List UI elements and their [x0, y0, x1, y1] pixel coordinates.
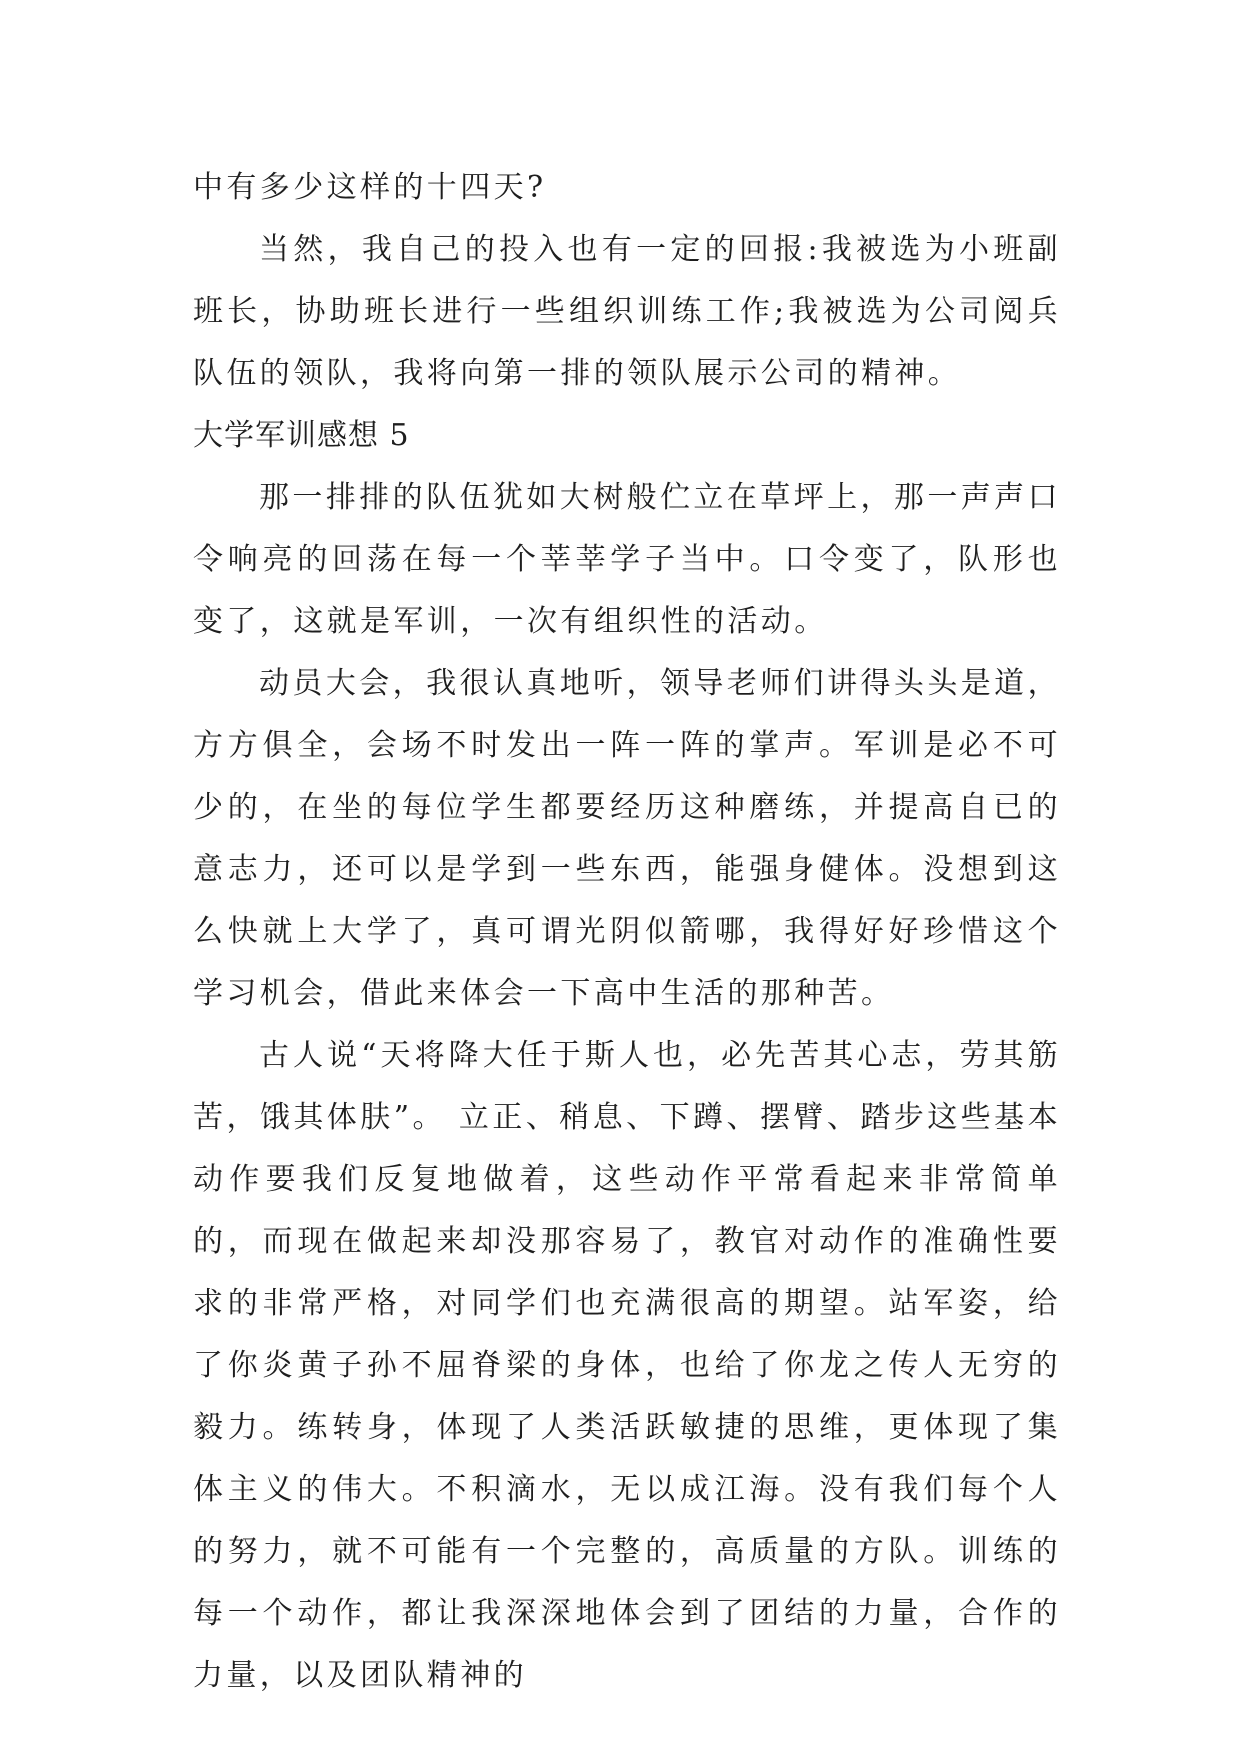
paragraph-reward: 当然，我自己的投入也有一定的回报:我被选为小班副班长，协助班长进行一些组织训练工作;我被选为公司阅兵队伍的领队，我将向第一排的领队展示公司的精神。 — [193, 232, 1061, 391]
paragraph-ranks: 那一排排的队伍犹如大树般伫立在草坪上，那一声声口令响亮的回荡在每一个莘莘学子当中。口令变了，队形也变了，这就是军训，一次有组织性的活动。 — [193, 480, 1061, 639]
paragraph-mobilization: 动员大会，我很认真地听，领导老师们讲得头头是道，方方俱全，会场不时发出一阵一阵的掌声。军训是必不可少的，在坐的每位学生都要经历这种磨练，并提高自已的意志力，还可以是学到一些东西，能强身健体。没想到这么快就上大学了，真可谓光阴似箭哪，我得好好珍惜这个学习机会，借此来体会一下高中生活的那种苦。 — [193, 666, 1061, 1011]
section-heading: 大学军训感想 5 — [193, 418, 410, 453]
paragraph-ancients: 古人说“天将降大任于斯人也，必先苦其心志，劳其筋苦，饿其体肤”。 立正、稍息、下蹲、摆臂、踏步这些基本动作要我们反复地做着，这些动作平常看起来非常简单的，而现在做起来却没那容易了，教官对动作的准确性要求的非常严格，对同学们也充满很高的期望。站军姿，给了你炎黄子孙不屈脊梁的身体，也给了你龙之传人无穷的毅力。练转身，体现了人类活跃敏捷的思维，更体现了集体主义的伟大。不积滴水，无以成江海。没有我们每个人的努力，就不可能有一个完整的，高质量的方队。训练的每一个动作，都让我深深地体会到了团结的力量，合作的力量，以及团队精神的 — [193, 1038, 1061, 1693]
document-body — [193, 157, 1061, 1707]
continued-paragraph: 中有多少这样的十四天? — [193, 170, 547, 205]
